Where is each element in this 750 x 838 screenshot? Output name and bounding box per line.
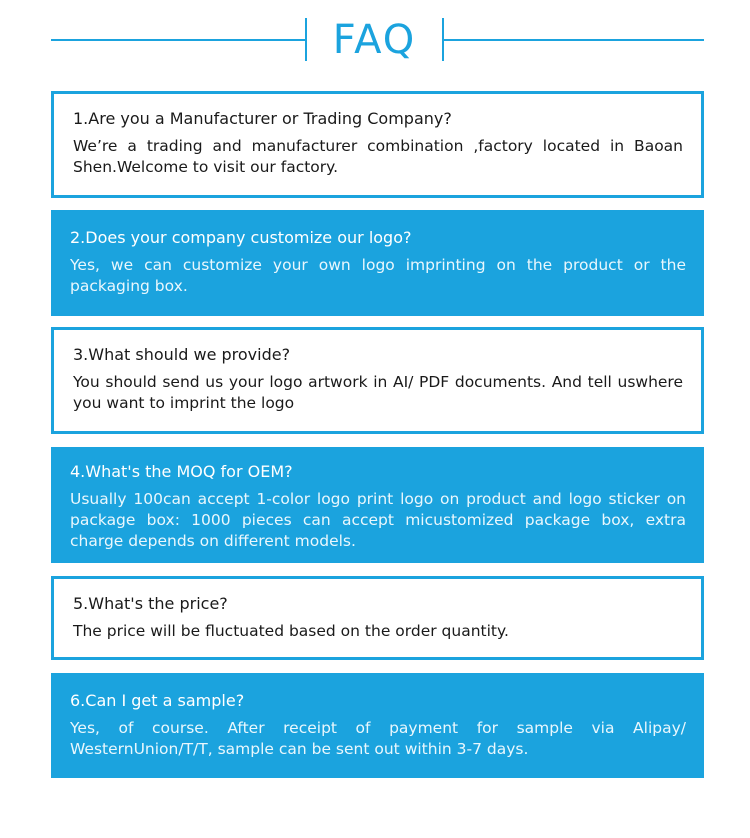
faq-item <box>51 576 704 660</box>
faq-answer: You should send us your logo artwork in AI/ PDF documents. And tell uswhere you want to imprint the logo <box>73 373 683 412</box>
faq-item <box>51 327 704 434</box>
faq-item <box>51 210 704 316</box>
faq-question: 4.What's the MOQ for OEM? <box>70 462 293 481</box>
faq-item <box>51 91 704 198</box>
faq-question: 1.Are you a Manufacturer or Trading Company? <box>73 109 452 128</box>
faq-question: 3.What should we provide? <box>73 345 291 364</box>
faq-answer: Yes, of course. After receipt of payment for sample via Alipay/ WesternUnion/T/T, sample can be sent out within 3-7 days. <box>70 719 686 758</box>
faq-answer: We’re a trading and manufacturer combination ,factory located in Baoan Shen.Welcome to visit our factory. <box>73 137 683 176</box>
faq-question: 5.What's the price? <box>73 594 228 613</box>
page-title: FAQ <box>332 17 417 63</box>
header-divider-left <box>51 39 306 41</box>
faq-header <box>0 0 750 80</box>
faq-answer: The price will be fluctuated based on the order quantity. <box>73 622 509 640</box>
faq-item <box>51 673 704 778</box>
faq-answer: Yes, we can customize your own logo imprinting on the product or the packaging box. <box>70 256 686 295</box>
faq-question: 2.Does your company customize our logo? <box>70 228 412 247</box>
header-divider-right <box>444 39 704 41</box>
faq-item <box>51 447 704 563</box>
faq-question: 6.Can I get a sample? <box>70 691 245 710</box>
faq-answer: Usually 100can accept 1-color logo print logo on product and logo sticker on package box: 1000 pieces can accept micustomized package box, extra charge depends on different models. <box>70 490 686 550</box>
